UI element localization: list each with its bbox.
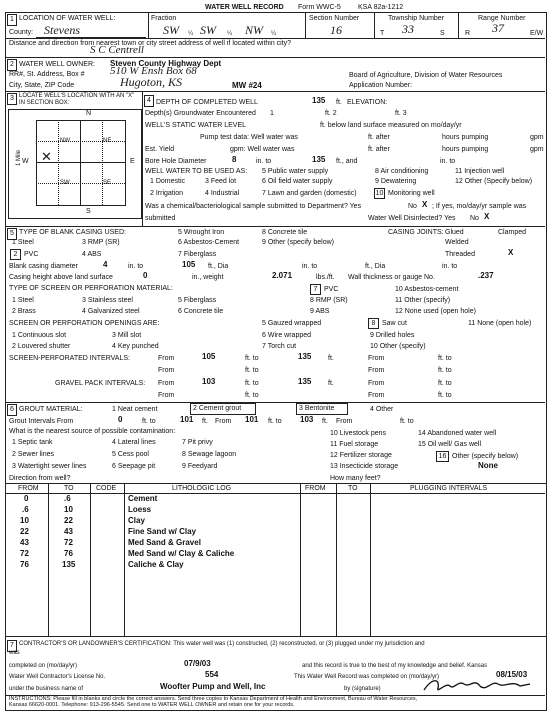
log-col	[90, 483, 91, 636]
owner-label: WATER WELL OWNER:	[19, 61, 95, 68]
contam-none[interactable]: None	[478, 461, 498, 470]
opening-mill: 3 Mill slot	[112, 332, 142, 339]
quad-se: SE	[103, 180, 112, 186]
bore-in: in. to	[440, 158, 456, 165]
perf-from-label: From	[158, 355, 175, 362]
gw-2: ft. 2	[325, 110, 337, 117]
disinfect-label: Water Well Disinfected? Yes	[368, 215, 456, 222]
use-10-circle[interactable]: 10	[375, 190, 384, 197]
wall-value[interactable]: .237	[478, 271, 494, 280]
address-value[interactable]: 510 W Ensh Box 68	[110, 65, 197, 77]
grout-to1[interactable]: 101	[180, 415, 194, 424]
contam-9: 9 Feedyard	[182, 463, 218, 470]
screen-asbestos: 10 Asbestos-cement	[395, 286, 459, 293]
diameter-in-to-3: in. to	[442, 263, 458, 270]
section-1-number: 1	[7, 14, 17, 26]
completed-label: completed on (mo/day/yr)	[9, 663, 78, 669]
well-location-x: ✕	[41, 149, 52, 164]
weight-value[interactable]: 2.071	[272, 271, 293, 280]
screen-none: 12 None used (open hole)	[395, 308, 476, 315]
log-table	[5, 483, 547, 637]
log-header-code: CODE	[96, 485, 117, 492]
fraction-label: Fraction	[151, 15, 177, 22]
grout-to1-label: ft. to	[142, 418, 156, 425]
grid-line	[102, 120, 103, 205]
certification-text: CONTRACTOR'S OR LANDOWNER'S CERTIFICATION: This water well was (1) constructed, (2) reconstructed, or (3) plugged under my jurisdiction and	[19, 641, 425, 647]
use-10-label: Monitoring well	[388, 190, 435, 197]
contam-3: 3 Watertight sewer lines	[12, 463, 87, 470]
grav-from-label: From	[158, 380, 175, 387]
contam-7: 7 Pit privy	[182, 439, 213, 446]
wall-label: Wall thickness or gauge No.	[348, 274, 435, 281]
opening-other: 10 Other (specify)	[370, 343, 426, 350]
contam-2: 2 Sewer lines	[12, 451, 55, 458]
log-col	[124, 483, 125, 636]
log-col	[48, 483, 49, 636]
contam-16: Other (specify below)	[452, 453, 519, 460]
quad-sw: SW	[60, 180, 70, 186]
perf-from-2: From	[368, 355, 385, 362]
log-row-desc[interactable]: Med Sand w/ Clay & Caliche	[128, 549, 235, 558]
contamination-label: What is the nearest source of possible contamination:	[9, 428, 176, 435]
opening-continuous: 1 Continuous slot	[12, 332, 67, 339]
perf-to-row2b: ft. to	[438, 367, 452, 374]
log-row-to[interactable]: 76	[64, 549, 73, 558]
log-row-desc[interactable]: Med Sand & Gravel	[128, 538, 201, 547]
pump-hours: hours pumping	[442, 134, 489, 141]
grav-from-row2b: From	[368, 392, 385, 399]
grout-ft2: ft.	[322, 418, 328, 425]
record-completed-date[interactable]: 08/15/03	[496, 670, 528, 679]
range-r: R	[465, 30, 471, 37]
use-9: 9 Dewatering	[375, 178, 417, 185]
perf-from-value[interactable]: 105	[202, 352, 216, 361]
contam-8: 8 Sewage lagoon	[182, 451, 237, 458]
log-col	[370, 483, 371, 636]
log-header-to-2: TO	[348, 485, 358, 492]
grav-to-row2b: ft. to	[438, 392, 452, 399]
certification-was: was	[9, 650, 20, 656]
log-row-desc[interactable]: Clay	[128, 516, 145, 525]
log-row-from[interactable]: 43	[20, 538, 29, 547]
diameter-value[interactable]: 4	[103, 260, 108, 269]
log-col	[336, 483, 337, 636]
joint-glued: Glued	[445, 229, 464, 236]
submitted-label: submitted	[145, 215, 176, 222]
location-label: LOCATION OF WATER WELL:	[19, 15, 116, 22]
pump-after: ft. after	[368, 134, 390, 141]
ksa-number: KSA 82a-1212	[358, 4, 404, 11]
screen-steel: 1 Steel	[12, 297, 34, 304]
depth-ft: ft.	[336, 99, 342, 106]
opening-key: 4 Key punched	[112, 343, 159, 350]
true-text: and this record is true to the best of my knowledge and belief. Kansas	[302, 663, 488, 669]
groundwater-label: Depth(s) Groundwater Encountered	[145, 110, 256, 117]
perforated-label: SCREEN-PERFORATED INTERVALS:	[9, 355, 130, 362]
screen-pvc-circle[interactable]: 7	[310, 284, 321, 295]
diameter-ft-dia: ft., Dia	[208, 263, 229, 270]
log-header-from-2: FROM	[305, 485, 326, 492]
section-6-number: 6	[7, 404, 17, 416]
quarter-symbol: ¼	[227, 31, 233, 37]
screen-fiberglass: 5 Fiberglass	[178, 297, 217, 304]
use-3: 3 Feed lot	[205, 178, 237, 185]
screen-rmp: 8 RMP (SR)	[310, 297, 348, 304]
grout-bentonite-circle[interactable]: 3 Bentonite	[296, 403, 348, 415]
use-4: 4 Industrial	[205, 190, 240, 197]
perf-to-value[interactable]: 135	[298, 352, 312, 361]
city-value[interactable]: Hugoton, KS	[120, 75, 183, 89]
log-header-plugging: PLUGGING INTERVALS	[410, 485, 488, 492]
address-label: RR#, St. Address, Box #	[9, 71, 85, 78]
use-8: 8 Air conditioning	[375, 168, 429, 175]
application-label: Application Number:	[349, 82, 413, 89]
how-many-label: How many feet?	[330, 475, 381, 482]
perf-from-row2b: From	[368, 367, 385, 374]
log-row-desc[interactable]: Fine Sand w/ Clay	[128, 527, 197, 536]
joint-threaded-x[interactable]: X	[508, 248, 514, 257]
divider	[5, 226, 545, 227]
fraction-q1[interactable]: SW	[163, 23, 179, 37]
contam-11: 11 Fuel storage	[330, 441, 379, 448]
casing-concrete: 8 Concrete tile	[262, 229, 308, 236]
depth-value[interactable]: 135	[312, 96, 326, 105]
grav-ft: ft.	[328, 380, 334, 387]
quarter-symbol: ¼	[188, 31, 194, 37]
screen-galv: 4 Galvanized steel	[82, 308, 140, 315]
casing-joints-label: CASING JOINTS:	[388, 229, 444, 236]
perf-to-label: ft. to	[245, 355, 259, 362]
log-row-from[interactable]: .6	[22, 505, 29, 514]
township-label: Township Number	[388, 15, 445, 22]
height-value[interactable]: 0	[143, 271, 148, 280]
grout-neat: 1 Neat cement	[112, 406, 158, 413]
grav-from-row2: From	[158, 392, 175, 399]
yield-after: ft. after	[368, 146, 390, 153]
bore-to: in. to	[256, 158, 272, 165]
bore-label: Bore Hole Diameter	[145, 158, 207, 165]
contam-5: 5 Cess pool	[112, 451, 149, 458]
height-label: Casing height above land surface	[9, 274, 113, 281]
disinfect-no: No	[470, 215, 479, 222]
license-number[interactable]: 554	[205, 670, 219, 679]
casing-abs: 4 ABS	[82, 251, 102, 258]
grav-from-value[interactable]: 103	[202, 377, 216, 386]
weight-label: in., weight	[192, 274, 224, 281]
use-label: WELL WATER TO BE USED AS:	[145, 168, 248, 175]
instructions-line-2: Kansas 66620-0001. Telephone: 913-296-5545. Send one to WATER WELL OWNER and retain one for your records.	[9, 702, 295, 708]
grav-to-row2: ft. to	[245, 392, 259, 399]
section-5-number: 5	[7, 228, 17, 240]
grout-other: 4 Other	[370, 406, 394, 413]
log-row-from[interactable]: 22	[20, 527, 29, 536]
section-3-number: 3	[7, 93, 17, 105]
diameter-in-to-2: in. to	[302, 263, 318, 270]
joint-clamped: Clamped	[498, 229, 527, 236]
township-s: S	[440, 30, 445, 37]
chem-tail: ; If yes, mo/day/yr sample was	[432, 203, 527, 210]
screen-abs: 9 ABS	[310, 308, 330, 315]
log-row-to[interactable]: 72	[64, 538, 73, 547]
owner-value[interactable]: Steven County Highway Dept	[110, 59, 222, 68]
divider	[5, 402, 545, 403]
signature-label: by (signature)	[344, 686, 381, 692]
quad-nw: NW	[60, 138, 70, 144]
contam-13: 13 Insecticide storage	[330, 463, 399, 470]
township-t: T	[380, 30, 385, 37]
compass-w: W	[22, 158, 29, 165]
log-row-to[interactable]: 22	[64, 516, 73, 525]
yield-label: Est. Yield	[145, 146, 175, 153]
yield-gpm: gpm: Well water was	[230, 146, 295, 153]
screen-material-label: TYPE OF SCREEN OR PERFORATION MATERIAL:	[9, 285, 173, 292]
section-4-number: 4	[144, 95, 154, 107]
mile-label: 1 Mile	[16, 149, 23, 167]
use-11: 11 Injection well	[455, 168, 505, 175]
screen-other: 11 Other (specify)	[395, 297, 451, 304]
log-row-to[interactable]: 135	[62, 560, 76, 569]
screen-stainless: 3 Stainless steel	[82, 297, 133, 304]
screen-concrete: 6 Concrete tile	[178, 308, 224, 315]
mw-number[interactable]: MW #24	[232, 81, 262, 90]
yield-hours: hours pumping	[442, 146, 489, 153]
divider	[374, 12, 375, 38]
form-number: Form WWC-5	[298, 4, 341, 11]
city-label: City, State, ZIP Code	[9, 82, 75, 89]
grout-from2[interactable]: 101	[245, 415, 259, 424]
screen-brass: 2 Brass	[12, 308, 36, 315]
grout-from2-label: From	[215, 418, 232, 425]
section-value[interactable]: 16	[330, 23, 342, 37]
opening-none: 11 None (open hole)	[468, 320, 532, 327]
township-value[interactable]: 33	[402, 22, 414, 36]
compass-n: N	[86, 110, 92, 117]
section-7-number: 7	[7, 640, 17, 652]
license-label: Water Well Contractor's License No.	[9, 674, 106, 680]
casing-fiberglass: 7 Fiberglass	[178, 251, 217, 258]
joint-threaded: Threaded	[445, 251, 475, 258]
fraction-q3[interactable]: NW	[245, 23, 263, 37]
log-header-lithologic: LITHOLOGIC LOG	[172, 485, 232, 492]
gw-3: ft. 3	[395, 110, 407, 117]
grav-to-2: ft. to	[438, 380, 452, 387]
range-value[interactable]: 37	[492, 21, 504, 35]
divider	[5, 91, 545, 92]
section-2-number: 2	[7, 59, 17, 71]
distance-value[interactable]: S C Centrell	[90, 44, 144, 56]
contam-1: 1 Septic tank	[12, 439, 53, 446]
casing-wrought: 5 Wrought Iron	[178, 229, 225, 236]
contam-15: 15 Oil well/ Gas well	[418, 441, 482, 448]
grout-intervals-label: Grout Intervals From	[9, 418, 74, 425]
compass-s: S	[86, 208, 91, 215]
depth-label: DEPTH OF COMPLETED WELL	[156, 99, 258, 106]
elevation-label: ELEVATION:	[347, 99, 388, 106]
divider	[148, 12, 149, 38]
grid-line	[36, 141, 125, 142]
opening-torch: 7 Torch cut	[262, 343, 297, 350]
record-completed-label: This Water Well Record was completed on (mo/day/yr)	[294, 674, 440, 680]
grav-to-label: ft. to	[245, 380, 259, 387]
log-header-line	[5, 493, 545, 494]
divider	[5, 57, 545, 58]
contam-14: 14 Abandoned water well	[418, 430, 497, 437]
divider	[458, 12, 459, 38]
county-value[interactable]: Stevens	[44, 23, 80, 37]
bore-value[interactable]: 8	[232, 155, 237, 164]
business-label: under the business name of	[9, 686, 84, 692]
grout-from3-label: From	[336, 418, 353, 425]
casing-pvc-circle[interactable]: 2	[10, 249, 21, 260]
chem-x[interactable]: X	[422, 200, 428, 209]
use-7: 7 Lawn and garden (domestic)	[262, 190, 357, 197]
grav-from-2: From	[368, 380, 385, 387]
blank-casing-label: TYPE OF BLANK CASING USED:	[19, 229, 126, 236]
static-tail: ft. below land surface measured on mo/day/yr	[320, 122, 462, 129]
use-12: 12 Other (Specify below)	[455, 178, 533, 185]
business-name[interactable]: Woofter Pump and Well, Inc	[160, 682, 266, 691]
quad-ne: NE	[103, 138, 112, 144]
opening-drilled: 9 Drilled holes	[370, 332, 415, 339]
diameter-ft-dia-2: ft., Dia	[365, 263, 386, 270]
divider	[305, 12, 306, 38]
contam-10: 10 Livestock pens	[330, 430, 387, 437]
instructions-line-1: INSTRUCTIONS: Please fill in blanks and circle the correct answers. Send three copies to Kansas Department of Health and Environment, Bureau of Water Resources,	[9, 696, 418, 702]
opening-gauzed: 5 Gauzed wrapped	[262, 320, 322, 327]
casing-pvc: PVC	[24, 251, 39, 258]
pump-label: Pump test data: Well water was	[200, 134, 298, 141]
grout-to2[interactable]: 103	[300, 415, 314, 424]
yield-gpm-unit: gpm	[530, 146, 544, 153]
quarter-symbol: ¼	[271, 31, 277, 37]
grid-line	[58, 120, 59, 205]
log-header-to: TO	[64, 485, 74, 492]
diameter-label: Blank casing diameter	[9, 263, 78, 270]
weight-unit: lbs./ft.	[316, 274, 335, 281]
fraction-q2[interactable]: SW	[200, 23, 216, 37]
section-label: Section Number	[309, 15, 360, 22]
opening-saw-circle[interactable]: 8	[368, 318, 379, 329]
divider	[142, 91, 143, 227]
perf-to-2: ft. to	[438, 355, 452, 362]
grout-from1[interactable]: 0	[118, 415, 123, 424]
diameter-to[interactable]: 105	[182, 260, 196, 269]
openings-label: SCREEN OR PERFORATION OPENINGS ARE:	[9, 320, 160, 327]
static-label: WELL'S STATIC WATER LEVEL	[145, 122, 247, 129]
compass-e: E	[130, 158, 135, 165]
contam-6: 6 Seepage pit	[112, 463, 156, 470]
contam-16-circle[interactable]: 16	[436, 451, 449, 462]
completed-date[interactable]: 07/9/03	[184, 659, 211, 668]
county-label: County:	[9, 29, 34, 36]
casing-asbestos: 6 Asbestos-Cement	[178, 239, 240, 246]
use-6: 6 Oil field water supply	[262, 178, 333, 185]
bore-tail: ft., and	[336, 158, 358, 165]
contam-4: 4 Lateral lines	[112, 439, 156, 446]
gw-1: 1	[270, 110, 274, 117]
use-1: 1 Domestic	[150, 178, 186, 185]
log-row-desc[interactable]: Caliche & Clay	[128, 560, 184, 569]
log-row-to[interactable]: 43	[64, 527, 73, 536]
opening-saw: Saw cut	[382, 320, 407, 327]
log-row-desc[interactable]: Cement	[128, 494, 158, 503]
perf-ft: ft.	[328, 355, 334, 362]
casing-rmp: 3 RMP (SR)	[82, 239, 120, 246]
perf-to-row2: ft. to	[245, 367, 259, 374]
casing-other: 9 Other (specify below)	[262, 239, 334, 246]
distance-label: Distance and direction from nearest town or city street address of well if located within city?	[9, 40, 292, 47]
locate-label: LOCATE WELL'S LOCATION WITH AN "X" IN SECTION BOX:	[19, 93, 135, 106]
direction-label: Direction from well?	[9, 475, 71, 482]
disinfect-x[interactable]: X	[484, 212, 490, 221]
log-row-desc[interactable]: Loess	[128, 505, 152, 514]
log-row-from[interactable]: 72	[20, 549, 29, 558]
joint-welded: Welded	[445, 239, 469, 246]
log-row-from[interactable]: 10	[20, 516, 29, 525]
divider	[5, 38, 545, 39]
grav-to-value[interactable]: 135	[298, 377, 312, 386]
form-title: WATER WELL RECORD	[205, 4, 284, 11]
grout-label: GROUT MATERIAL:	[19, 406, 83, 413]
grout-ft1: ft.	[202, 418, 208, 425]
perf-from-row2: From	[158, 367, 175, 374]
grid-line	[36, 183, 125, 184]
contam-12: 12 Fertilizer storage	[330, 452, 392, 459]
grout-to3-label: ft. to	[400, 418, 414, 425]
use-5: 5 Public water supply	[262, 168, 329, 175]
opening-louvered: 2 Louvered shutter	[12, 343, 71, 350]
use-2: 2 Irrigation	[150, 190, 184, 197]
opening-wire: 6 Wire wrapped	[262, 332, 312, 339]
chem-no: No	[408, 203, 417, 210]
board-label: Board of Agriculture, Division of Water Resources	[349, 72, 503, 79]
bore-depth[interactable]: 135	[312, 155, 326, 164]
log-col	[300, 483, 301, 636]
diameter-in-to: in. to	[128, 263, 144, 270]
signature	[420, 674, 535, 696]
log-row-from[interactable]: 76	[20, 560, 29, 569]
range-ew: E/W	[530, 30, 544, 37]
log-header-from: FROM	[18, 485, 39, 492]
chem-question: Was a chemical/bacteriological sample submitted to Department? Yes	[145, 203, 362, 210]
gravel-label: GRAVEL PACK INTERVALS:	[55, 380, 146, 387]
grout-to2-label: ft. to	[268, 418, 282, 425]
log-row-from[interactable]: 0	[24, 494, 29, 503]
log-row-to[interactable]: .6	[64, 494, 71, 503]
range-label: Range Number	[478, 15, 526, 22]
grout-cement-circle[interactable]: 2 Cement grout	[190, 403, 256, 415]
casing-steel: 1 Steel	[12, 239, 34, 246]
pump-gpm: gpm	[530, 134, 544, 141]
log-row-to[interactable]: 10	[64, 505, 73, 514]
screen-pvc: PVC	[324, 286, 339, 293]
